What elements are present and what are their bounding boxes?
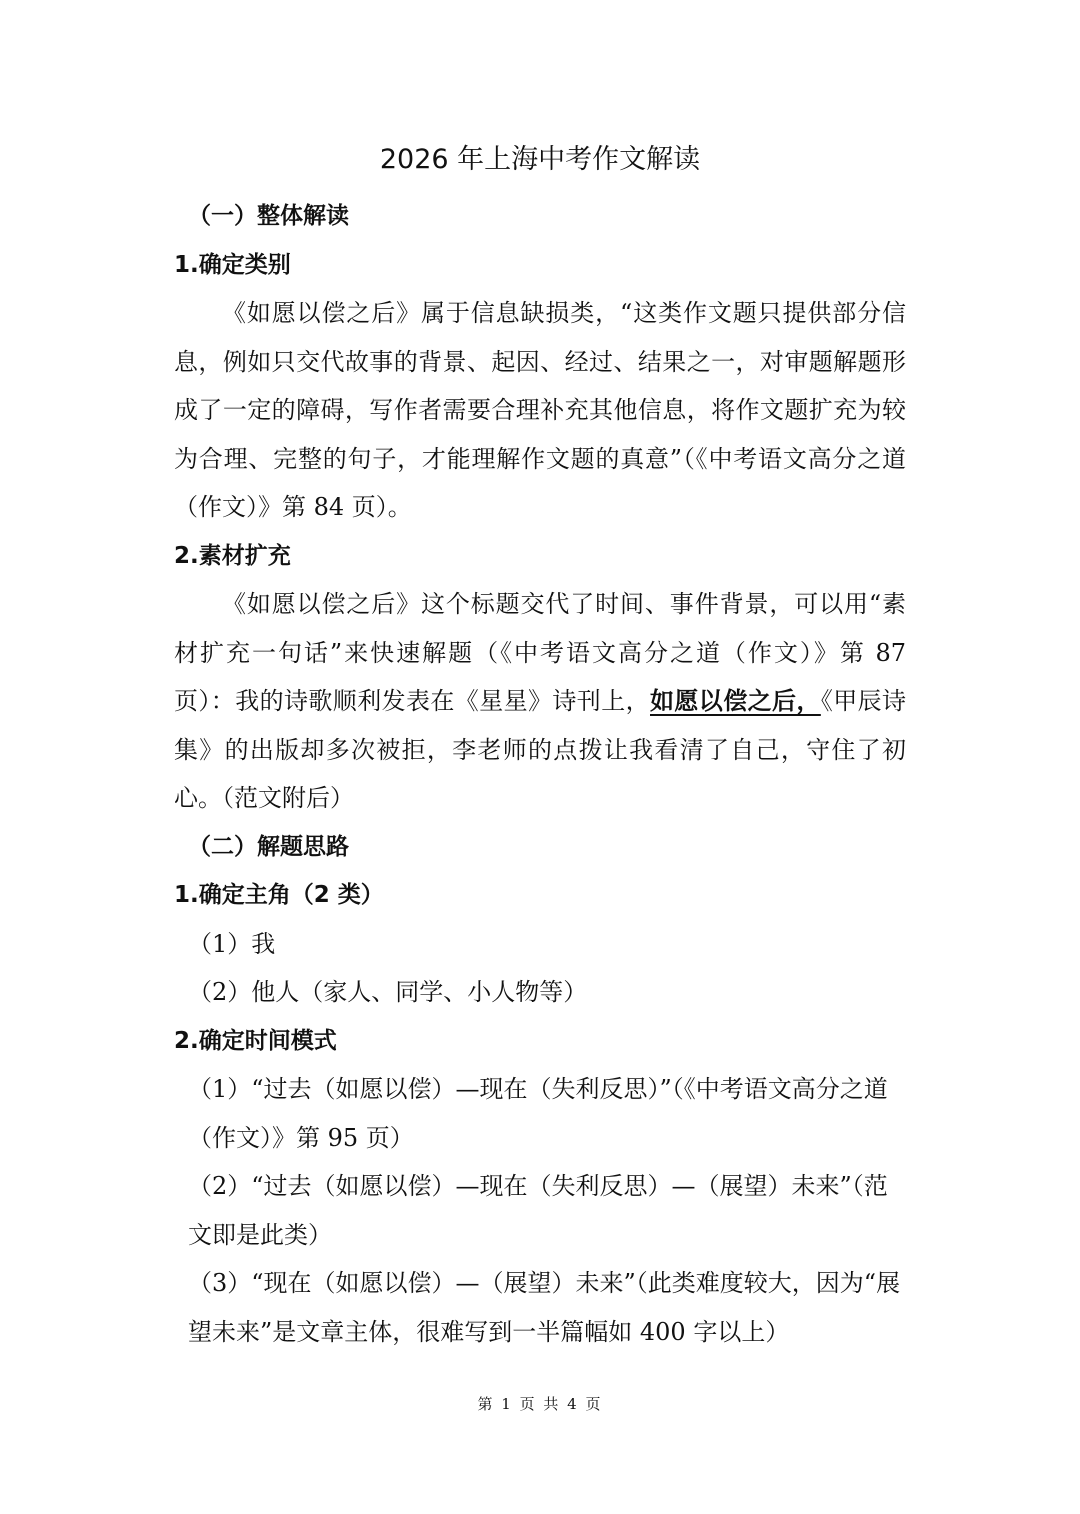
- paragraph-material-emphasis: 如愿以偿之后，: [650, 686, 821, 715]
- subheading-category: 1.确定类别: [174, 251, 291, 278]
- page-footer: 第 1 页 共 4 页: [477, 1395, 603, 1413]
- document-body: [174, 192, 906, 1356]
- list-item: （1）“过去（如愿以偿）—现在（失利反思）”（《中考语文高分之道（作文）》第 95 页）: [188, 1075, 888, 1152]
- document-title: 2026 年上海中考作文解读: [379, 144, 701, 175]
- paragraph-material-text-2: 《甲辰诗集》的出版却多次被拒，李老师的点拨让我看清了自己，守住了初心。（范文附后）: [174, 687, 907, 812]
- section-heading-overall: （一）整体解读: [188, 203, 349, 229]
- paragraph-material: [174, 580, 906, 823]
- list-item: （2）他人（家人、同学、小人物等）: [188, 978, 588, 1006]
- subheading-material: 2.素材扩充: [174, 542, 291, 569]
- paragraph-material-text-1: 《如愿以偿之后》这个标题交代了时间、事件背景，可以用“素材扩充一句话”来快速解题（《中考语文高分之道（作文）》第 87 页）：我的诗歌顺利发表在《星星》诗刊上，: [174, 590, 906, 715]
- subheading-protagonist: 1.确定主角（2 类）: [174, 882, 384, 908]
- list-item: （3）“现在（如愿以偿）—（展望）未来”（此类难度较大，因为“展望未来”是文章主体，很难写到一半篇幅如 400 字以上）: [188, 1269, 901, 1346]
- paragraph-category: 《如愿以偿之后》属于信息缺损类，“这类作文题只提供部分信息，例如只交代故事的背景、起因、经过、结果之一，对审题解题形成了一定的障碍，写作者需要合理补充其他信息，将作文题扩充为较为合理、完整的句子，才能理解作文题的真意”（《中考语文高分之道（作文）》第 84 页）。: [174, 299, 906, 521]
- section-heading-approach: （二）解题思路: [188, 833, 349, 860]
- list-item: （2）“过去（如愿以偿）—现在（失利反思）—（展望）未来”（范文即是此类）: [188, 1172, 888, 1249]
- list-item: （1）我: [188, 929, 276, 958]
- subheading-time-mode: 2.确定时间模式: [174, 1027, 337, 1054]
